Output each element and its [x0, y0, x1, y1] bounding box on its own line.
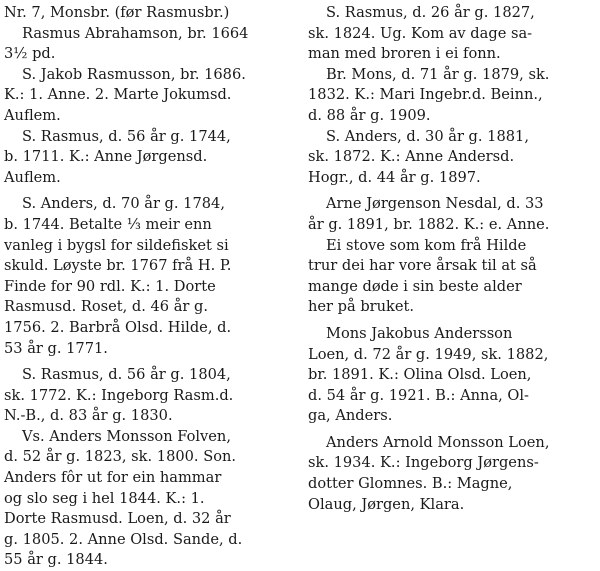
left-text-line: Nr. 7, Monsbr. (før Rasmusbr.) — [4, 4, 230, 21]
left-text-line: b. 1711. K.: Anne Jørgensd. — [4, 148, 208, 166]
left-column — [4, 3, 296, 571]
left-text-line: Vs. Anders Monsson Folven, — [22, 427, 231, 445]
left-text-line: sk. 1772. K.: Ingeborg Rasm.d. — [4, 386, 234, 404]
right-text-line: br. 1891. K.: Olina Olsd. Loen, — [308, 366, 532, 384]
right-text-line: trur dei har vore årsak til at så — [308, 257, 537, 275]
left-text-line: S. Jakob Rasmusson, br. 1686. — [22, 65, 246, 83]
right-text-line: sk. 1934. K.: Ingeborg Jørgens- — [308, 454, 539, 472]
left-text-line: skuld. Løyste br. 1767 frå H. P. — [4, 257, 232, 275]
right-text-line: man med broren i ei fonn. — [308, 45, 501, 63]
right-text-line: Arne Jørgenson Nesdal, d. 33 — [326, 195, 544, 213]
left-text-line: Anders fôr ut for ein hammar — [4, 469, 222, 487]
left-text-line: 1756. 2. Barbrå Olsd. Hilde, d. — [4, 318, 232, 336]
left-text-line: Rasmusd. Roset, d. 46 år g. — [4, 298, 209, 316]
right-text-line: sk. 1872. K.: Anne Andersd. — [308, 148, 515, 166]
left-text-line: Finde for 90 rdl. K.: 1. Dorte — [4, 277, 216, 295]
right-text-line: Br. Mons, d. 71 år g. 1879, sk. — [326, 65, 550, 83]
left-text-line: N.-B., d. 83 år g. 1830. — [4, 407, 173, 425]
left-text-line: b. 1744. Betalte ⅓ meir enn — [4, 215, 212, 233]
right-text-line: Ei stove som kom frå Hilde — [326, 236, 527, 254]
right-column — [308, 3, 598, 515]
right-text-line: mange døde i sin beste alder — [308, 277, 522, 295]
left-text-line: Auflem. — [4, 106, 61, 124]
right-text-line: S. Rasmus, d. 26 år g. 1827, — [326, 4, 535, 21]
right-text-line: ga, Anders. — [308, 407, 393, 425]
right-text-line: Olaug, Jørgen, Klara. — [308, 495, 465, 513]
left-text-line: S. Anders, d. 70 år g. 1784, — [22, 195, 225, 213]
left-text-line: vanleg i bygsl for sildefisket si — [4, 236, 229, 254]
right-text-line: 1832. K.: Mari Ingebr.d. Beinn., — [308, 86, 543, 104]
left-text-line: S. Rasmus, d. 56 år g. 1744, — [22, 127, 231, 145]
left-text-line: K.: 1. Anne. 2. Marte Jokumsd. — [4, 86, 232, 104]
left-text-line: Dorte Rasmusd. Loen, d. 32 år — [4, 510, 231, 528]
right-text-line: S. Anders, d. 30 år g. 1881, — [326, 127, 529, 145]
right-text-line: her på bruket. — [308, 298, 415, 316]
right-text-line: år g. 1891, br. 1882. K.: e. Anne. — [308, 215, 550, 233]
left-text-line: d. 52 år g. 1823, sk. 1800. Son. — [4, 448, 237, 466]
left-text-line: og slo seg i hel 1844. K.: 1. — [4, 489, 205, 507]
left-text-line: 3½ pd. — [4, 45, 56, 63]
left-text-line: Rasmus Abrahamson, br. 1664 — [22, 24, 249, 42]
right-text-line: dotter Glomnes. B.: Magne, — [308, 475, 513, 493]
right-text-line: Loen, d. 72 år g. 1949, sk. 1882, — [308, 345, 549, 363]
right-text-line: d. 54 år g. 1921. B.: Anna, Ol- — [308, 386, 529, 404]
left-text-line: 55 år g. 1844. — [4, 551, 108, 569]
right-text-line: Mons Jakobus Andersson — [326, 324, 513, 342]
left-text-line: Auflem. — [4, 168, 61, 186]
left-text-line: 53 år g. 1771. — [4, 339, 108, 357]
left-text-line: g. 1805. 2. Anne Olsd. Sande, d. — [4, 530, 243, 548]
left-text-line: S. Rasmus, d. 56 år g. 1804, — [22, 366, 231, 384]
right-text-line: d. 88 år g. 1909. — [308, 106, 431, 124]
right-text-line: Anders Arnold Monsson Loen, — [326, 433, 550, 451]
right-text-line: Hogr., d. 44 år g. 1897. — [308, 168, 481, 186]
right-text-line: sk. 1824. Ug. Kom av dage sa- — [308, 24, 533, 42]
